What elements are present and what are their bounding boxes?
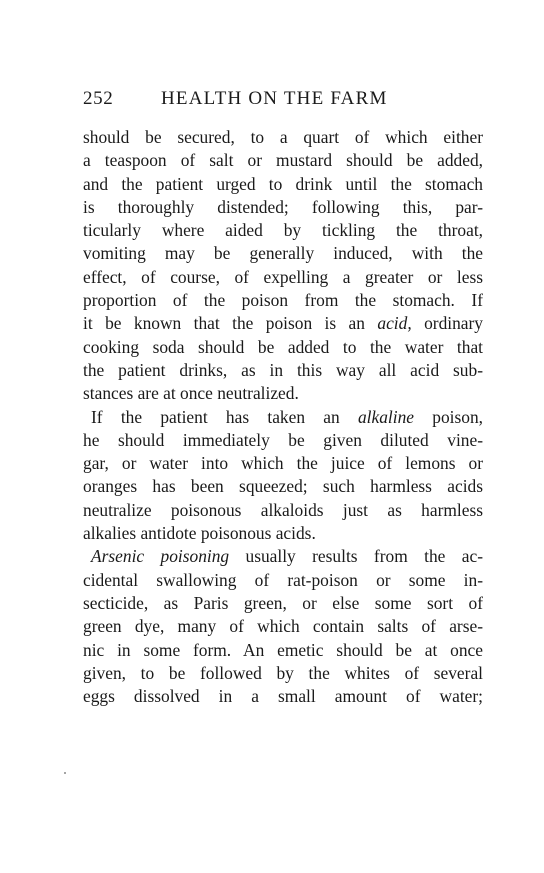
text-line-25: eggs dissolved in a small amount of water; — [83, 686, 483, 707]
text-line-5: ticularly where aided by tickling the throat, — [83, 220, 483, 241]
italic-term-arsenic-poisoning: Arsenic poisoning — [91, 546, 230, 567]
paper-speck — [64, 772, 66, 774]
page-number: 252 — [83, 88, 114, 109]
text-line-3: and the patient urged to drink until the stomach — [83, 173, 483, 194]
text-line-17: neutralize poisonous alkaloids just as harmless — [83, 499, 483, 520]
text-line-21: secticide, as Paris green, or else some sort of — [83, 592, 483, 613]
text-line-16: oranges has been squeezed; such harmless acids — [83, 476, 483, 497]
text-line-19 — [83, 545, 483, 568]
text-run: usually results from the ac- — [229, 546, 483, 567]
text-line-11: the patient drinks, as in this way all acid sub- — [83, 359, 483, 380]
italic-term-alkaline: alkaline — [357, 406, 415, 427]
text-line-10: cooking soda should be added to the water that — [83, 336, 483, 357]
text-line-7: effect, of course, of expelling a greater or less — [83, 266, 483, 287]
text-line-20: cidental swallowing of rat-poison or some in- — [83, 569, 483, 590]
text-line-1: should be secured, to a quart of which either — [83, 127, 483, 147]
text-line-15: gar, or water into which the juice of lemons or — [83, 453, 483, 474]
text-line-6: vomiting may be generally induced, with the — [83, 243, 483, 264]
text-run: ordinary — [411, 313, 483, 334]
running-head — [83, 88, 483, 114]
text-line-12: stances are at once neutralized. — [83, 383, 299, 404]
text-line-2: a teaspoon of salt or mustard should be added, — [83, 150, 483, 171]
text-line-4: is thoroughly distended; following this, par- — [83, 196, 483, 217]
text-run: it be known that the poison is an — [83, 313, 378, 334]
italic-term-acid: acid, — [377, 313, 412, 334]
text-line-8: proportion of the poison from the stomach. If — [83, 290, 483, 311]
text-line-14: he should immediately be given diluted vine- — [83, 429, 483, 450]
body-text — [83, 126, 483, 708]
text-run: If the patient has taken an — [91, 406, 358, 427]
text-line-18: alkalies antidote poisonous acids. — [83, 523, 316, 544]
running-title: HEALTH ON THE FARM — [161, 88, 388, 109]
text-line-13 — [83, 406, 483, 429]
text-line-23: nic in some form. An emetic should be at once — [83, 639, 483, 660]
text-line-22: green dye, many of which contain salts of arse- — [83, 616, 483, 637]
text-line-24: given, to be followed by the whites of several — [83, 662, 483, 683]
text-run: poison, — [414, 406, 483, 427]
text-line-9 — [83, 312, 483, 335]
